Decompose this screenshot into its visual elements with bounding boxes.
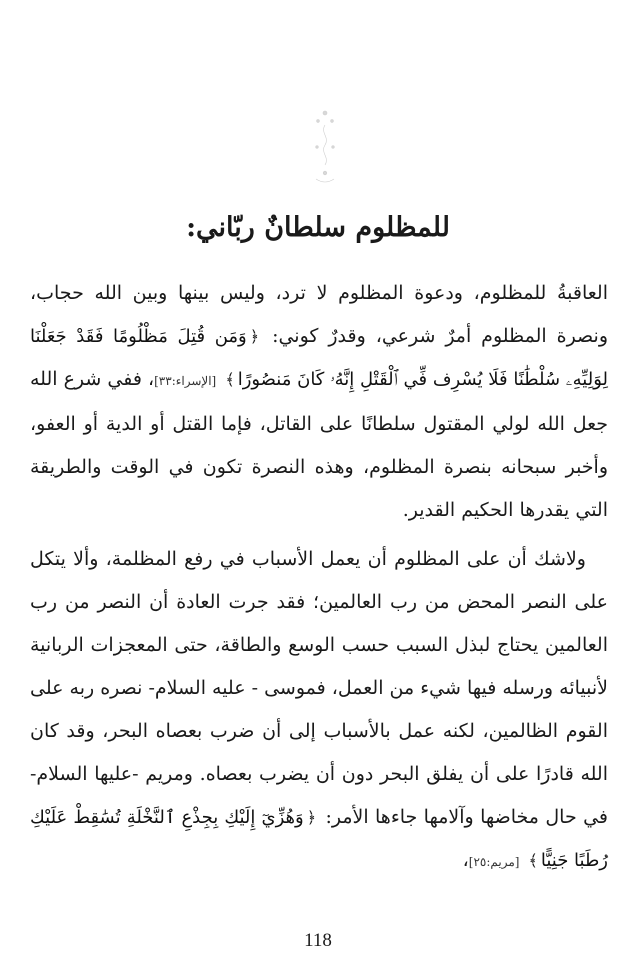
ornament-icon <box>290 95 360 195</box>
paragraph-2-text: ولاشك أن على المظلوم أن يعمل الأسباب في رفع المظلمة، وألا يتكل على النصر المحض من رب العالمين؛ فقد جرت العادة أن النصر من رب العالمين يحتاج لبذل السبب حسب الوسع والطاقة، حتى المعجزات الربانية لأنبيائه ورسله فيها شيء من العمل، فموسى - عليه السلام- نصره ربه على القوم الظالمين، لكنه عمل بالأسباب إلى أن ضرب بعصاه البحر، وقد كان الله قادرًا على أن يفلق البحر دون أن يضرب بعصاه. ومريم -عليها السلام- في حال مخاضها وآلامها جاءها الأمر: <box>30 548 608 828</box>
quran-verse-isra: وَمَن قُتِلَ مَظْلُومًا فَقَدْ جَعَلْنَا لِوَلِيِّهِۦ سُلْطَٰنًا فَلَا يُسْرِف فِّي ٱلْقَتْلِ إِنَّهُۥ كَانَ مَنصُورًا <box>30 326 608 390</box>
quran-close-bracket: ﴾ <box>528 851 538 870</box>
quran-verse-maryam: وَهُزِّيٓ إِلَيْكِ بِجِذْعِ ٱلنَّخْلَةِ تُسَٰقِطْ عَلَيْكِ رُطَبًا جَنِيًّا <box>30 807 608 871</box>
quran-close-bracket: ﴾ <box>225 370 235 389</box>
verse-reference-isra: [الإسراء:٣٣] <box>154 374 217 388</box>
paragraph-2-tail: ، <box>462 849 469 871</box>
verse-reference-maryam: [مريم:٢٥] <box>468 855 520 869</box>
quran-open-bracket: ﴿ <box>249 327 260 346</box>
paragraph-1-intro: العاقبةُ للمظلوم، ودعوة المظلوم لا ترد، وليس بينها وبين الله حجاب، ونصرة المظلوم أمرٌ شرعي، وقدرٌ كوني: <box>30 282 608 347</box>
paragraph-1-continuation: ، ففي شرع الله جعل الله لولي المقتول سلطانًا على القاتل، فإما القتل أو الدية أو العفو، وأخبر سبحانه بنصرة المظلوم، وهذه النصرة تكون في الوقت والطريقة التي يقدرها الحكيم القدير. <box>30 368 608 521</box>
page-number: 118 <box>304 930 332 951</box>
quran-open-bracket: ﴿ <box>306 808 317 827</box>
paragraph-1 <box>30 272 608 532</box>
paragraph-2 <box>30 538 608 884</box>
section-heading: للمظلوم سلطانٌ ربّاني: <box>186 212 450 243</box>
